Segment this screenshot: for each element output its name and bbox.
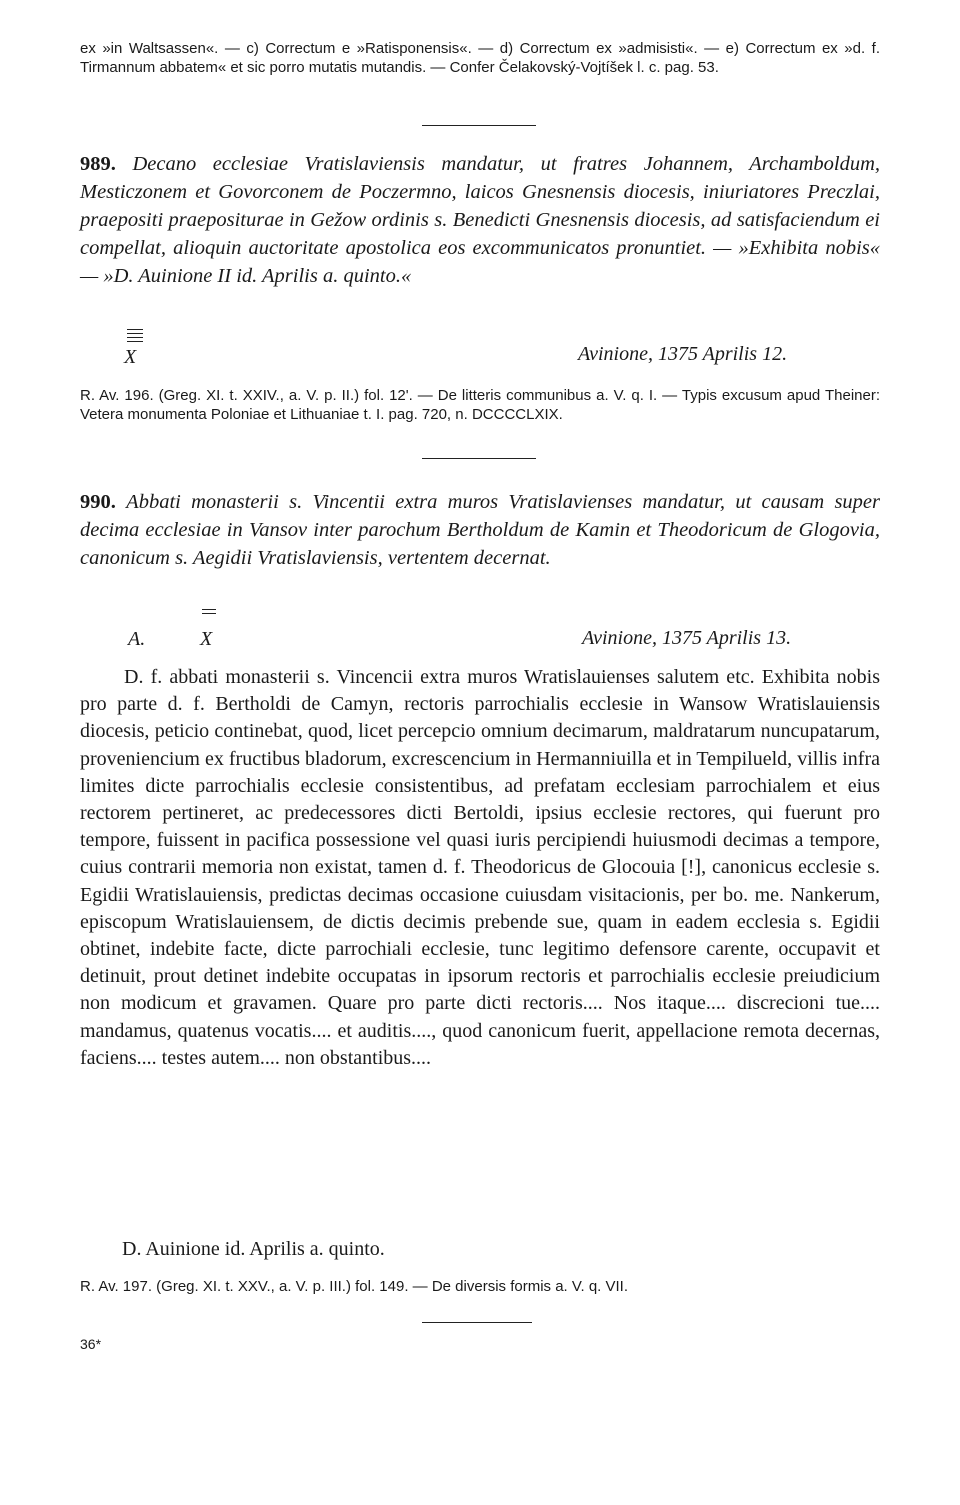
- entry-989-number: 989.: [80, 153, 116, 175]
- entry-990-summary: [80, 488, 880, 572]
- entry-990-number: 990.: [80, 491, 116, 513]
- entry-989-x-mark: X: [124, 346, 137, 368]
- entry-989-date: Avinione, 1375 Aprilis 12.: [578, 343, 788, 365]
- page-signature: 36*: [80, 1336, 102, 1352]
- separator-rule: [422, 458, 536, 459]
- entry-989-source: R. Av. 196. (Greg. XI. t. XXIV., a. V. p. II.) fol. 12'. — De litteris communibus a. V. q. I. — Typis excusum apud Theiner: Vetera monumenta Poloniae et Lithuaniae t. I. pag. 720, n. DCCCCLXIX.: [80, 387, 880, 423]
- entry-990-letter: A.: [128, 628, 146, 650]
- entry-990-x-mark: X: [200, 628, 213, 650]
- entry-990-lines-mark: [202, 609, 216, 617]
- entry-989-summary: [80, 150, 880, 290]
- separator-rule: [422, 125, 536, 126]
- entry-989-summary-text: Decano ecclesiae Vratislaviensis mandatur, ut fratres Johannem, Archamboldum, Mesticzonem et Govorconem de Poczermno, laicos Gnesnensis diocesis, iniuriatores Preczlai, praepositi praepositurae in Gežow ordinis s. Benedicti Gnesnensis diocesis, ad satisfaciendum ei compellat, alioquin auctoritate apostolica eos excommunicatos pronuntiet. — »Exhibita nobis« — »D. Auinione II id. Aprilis a. quinto.«: [80, 153, 880, 287]
- entry-990-date: Avinione, 1375 Aprilis 13.: [582, 627, 792, 649]
- entry-990-closing: D. Auinione id. Aprilis a. quinto.: [122, 1238, 385, 1260]
- entry-989-lines-mark: [127, 329, 143, 345]
- entry-990-source: R. Av. 197. (Greg. XI. t. XXV., a. V. p. III.) fol. 149. — De diversis formis a. V. q. VII.: [80, 1278, 629, 1295]
- separator-rule: [422, 1322, 532, 1323]
- entry-990-summary-text: Abbati monasterii s. Vincentii extra muros Vratislavienses mandatur, ut causam super decima ecclesiae in Vansov inter parochum Bertholdum de Kamin et Theodoricum de Glogovia, canonicum s. Aegidii Vratislaviensis, vertentem decernat.: [80, 491, 881, 569]
- top-footnotes: ex »in Waltsassen«. — c) Correctum e »Ratisponensis«. — d) Correctum ex »admisisti«. — e) Correctum ex »d. f. Tirmannum abbatem« et sic porro mutatis mutandis. — Confer Čelakovský-Vojtíšek l. c. pag. 53.: [80, 40, 880, 76]
- entry-990-text: D. f. abbati monasterii s. Vincencii extra muros Wratislauienses salutem etc. Exhibita nobis pro parte d. f. Bertholdi de Camyn, rectoris parrochialis ecclesie in Wansow Wratislauiensis diocesis, peticio continebat, quod, licet percepcio omnium decimarum, maldratarum nuncupatarum, proveniencium ex fructibus bladorum, excrescencium in Hermanniuilla et in Tempilueld, villis infra limites dicte parrochialis ecclesie consistentibus, ad prefatam ecclesiam parrochialem et eius rectorem pertineret, ac predecessores dicti Bertoldi, ipsius ecclesie rectores, qui fuerunt pro tempore, fuissent in pacifica possessione vel quasi iuris percipiendi huiusmodi decimas a tempore, cuius contrarii memoria non existat, tamen d. f. Theodoricus de Glocouia [!], canonicus ecclesie s. Egidii Wratislauiensis, predictas decimas occasione cuiusdam visitacionis, per bo. me. Nankerum, episcopum Wratislauiensem, de dictis decimis prebende sue, quam in eadem ecclesia s. Egidii obtinet, indebite facte, dicte parrochiali ecclesie, tunc legitimo defensore carente, occupavit et detinuit, prout detinet indebite occupatas in ipsorum rectoris et parrochialis ecclesie preiudicium non modicum et gravamen. Quare pro parte dicti rectoris.... Nos itaque.... discrecioni tue.... mandamus, quatenus vocatis.... et auditis...., quod canonicum fuerit, appellacione remota decernas, faciens.... testes autem.... non obstantibus....: [80, 666, 880, 1069]
